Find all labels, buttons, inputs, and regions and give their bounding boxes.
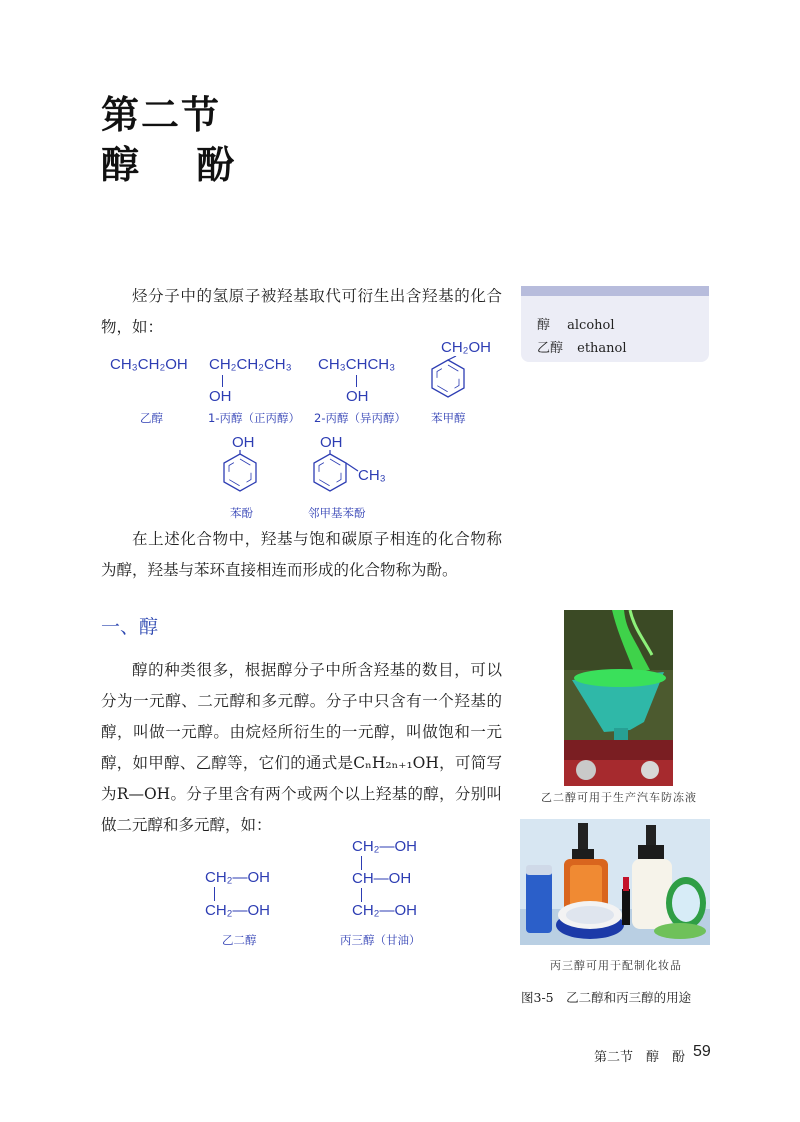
caption-ethylene-glycol: 乙二醇 — [222, 933, 257, 947]
benzene-ring-phenol — [220, 450, 260, 498]
vocab-box — [521, 286, 709, 362]
structure-ch2-oh: CH₂—OH — [205, 869, 270, 886]
page-number: 59 — [693, 1043, 711, 1060]
caption-o-cresol: 邻甲基苯酚 — [308, 506, 366, 520]
structure-oh: OH — [320, 434, 343, 451]
cosmetics-photo — [520, 819, 710, 945]
bond-line — [361, 856, 362, 870]
definition-text: 在上述化合物中，羟基与饱和碳原子相连的化合物称为醇，羟基与苯环直接相连而形成的化合物称为酚。 — [101, 530, 502, 579]
general-formula: CₙH₂ₙ₊₁OH — [353, 754, 439, 772]
structure-ch2-oh: CH₂—OH — [205, 902, 270, 919]
caption-glycerol: 丙三醇（甘油） — [340, 933, 421, 947]
bond-line — [222, 375, 223, 387]
bond-line — [361, 888, 362, 902]
caption-2-propanol: 2-丙醇（异丙醇） — [314, 411, 406, 425]
structure-ethanol: CH₃CH₂OH — [110, 356, 188, 373]
photo-caption-antifreeze: 乙二醇可用于生产汽车防冻液 — [541, 791, 697, 804]
section-title: 醇 酚 — [101, 143, 257, 187]
structure-ch-oh: CH—OH — [352, 870, 412, 887]
intro-text: 烃分子中的氢原子被羟基取代可衍生出含羟基的化合物，如： — [101, 287, 502, 336]
chapter-title: 第二节 — [101, 93, 222, 137]
bond-line — [356, 375, 357, 387]
definition-paragraph — [101, 524, 502, 586]
structure-oh: OH — [209, 388, 232, 405]
paragraph-part: ，可简写为R—OH。分子里含有两个或两个以上羟基的醇，分别叫做二元醇和多元醇，如： — [101, 754, 502, 834]
structure-2-propanol: CH₃CHCH₃ — [318, 356, 396, 373]
caption-benzyl-alcohol: 苯甲醇 — [431, 411, 466, 425]
structure-oh: OH — [346, 388, 369, 405]
caption-phenol: 苯酚 — [230, 506, 253, 520]
antifreeze-photo — [564, 610, 673, 786]
structure-1-propanol: CH₂CH₂CH₃ — [209, 356, 292, 373]
structure-ch2-oh: CH₂—OH — [352, 902, 417, 919]
vocab-row — [537, 314, 615, 333]
alcohol-classification-paragraph — [101, 655, 502, 841]
vocab-header-bar — [521, 286, 709, 296]
structure-oh: OH — [232, 434, 255, 451]
structure-ch2oh: CH₂OH — [441, 339, 491, 356]
running-footer: 第二节 醇 酚 — [594, 1050, 686, 1065]
structure-ch3: CH₃ — [358, 467, 386, 484]
vocab-en: alcohol — [567, 318, 615, 333]
caption-ethanol: 乙醇 — [140, 411, 163, 425]
paragraph-part: 醇的种类很多，根据醇分子中所含羟基的数目，可以分为一元醇、二元醇和多元醇。分子中只含有一个羟基的醇，叫做一元醇。由烷烃所衍生的一元醇，叫做饱和一元醇，如甲醇、乙醇等，它们的通式是 — [101, 661, 502, 772]
bond-line — [214, 887, 215, 901]
caption-1-propanol: 1-丙醇（正丙醇） — [208, 411, 300, 425]
intro-paragraph — [101, 281, 502, 343]
photo-caption-cosmetics: 丙三醇可用于配制化妆品 — [550, 959, 682, 972]
alcohol-classification-text — [101, 655, 502, 841]
figure-caption: 图3-5 乙二醇和丙三醇的用途 — [521, 990, 692, 1005]
section-heading-alcohol: 一、醇 — [101, 616, 159, 638]
vocab-zh: 乙醇 — [537, 341, 564, 356]
vocab-row — [537, 337, 627, 356]
vocab-zh: 醇 — [537, 318, 551, 333]
benzene-ring-benzyl — [428, 356, 468, 404]
vocab-en: ethanol — [577, 341, 627, 356]
structure-ch2-oh: CH₂—OH — [352, 838, 417, 855]
